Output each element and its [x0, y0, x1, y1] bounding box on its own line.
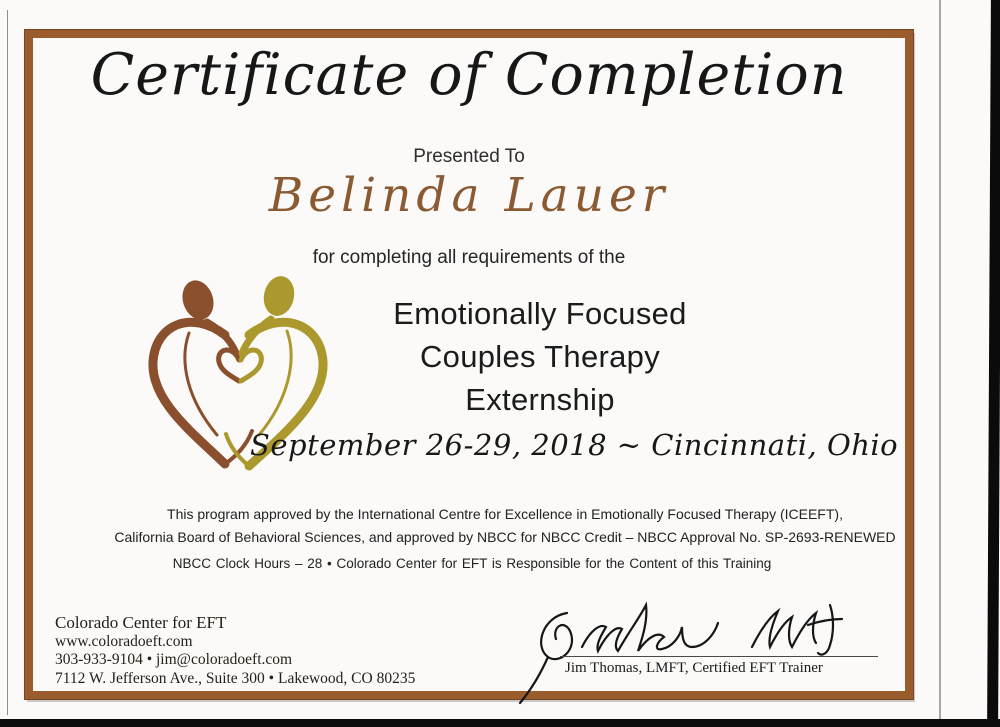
- signature-handwriting: [512, 583, 882, 705]
- date-location-line: September 26-29, 2018 ~ Cincinnati, Ohio: [250, 428, 899, 462]
- issuer-website: www.coloradoeft.com: [55, 632, 193, 650]
- approval-line1: This program approved by the International Centre for Excellence in Emotionally Focused Therapy (ICEEFT),: [167, 506, 843, 522]
- signer-name-title: Jim Thomas, LMFT, Certified EFT Trainer: [565, 660, 823, 676]
- recipient-name: Belinda Lauer: [268, 168, 670, 223]
- issuer-contact-block: [55, 614, 415, 688]
- completing-requirements-text: for completing all requirements of the: [312, 247, 626, 268]
- certificate-title: Certificate of Completion: [90, 42, 848, 108]
- program-title: [300, 292, 780, 421]
- issuer-phone-email: 303-933-9104 • jim@coloradoeft.com: [55, 651, 293, 668]
- right-figure-head: [260, 273, 298, 318]
- issuer-org-name: Colorado Center for EFT: [55, 613, 227, 632]
- signature-line: [560, 656, 878, 657]
- approval-line2: California Board of Behavioral Sciences, and approved by NBCC for NBCC Credit – NBCC Approval No. SP-2693-RENEWED: [114, 529, 896, 545]
- paper-fold-line: [939, 0, 941, 719]
- issuer-address: 7112 W. Jefferson Ave., Suite 300 • Lakewood, CO 80235: [55, 669, 416, 687]
- left-figure-head: [178, 276, 219, 323]
- program-title-line3: Externship: [465, 382, 615, 417]
- program-title-line2: Couples Therapy: [419, 339, 660, 374]
- scan-left-paper-edge: [7, 10, 8, 715]
- scan-background-right: [987, 0, 1000, 727]
- clock-hours-line: NBCC Clock Hours – 28 • Colorado Center for EFT is Responsible for the Content of this Training: [172, 556, 772, 571]
- presented-to-label: Presented To: [413, 146, 525, 167]
- program-title-line1: Emotionally Focused: [393, 296, 687, 331]
- approval-statement: [65, 503, 945, 549]
- scan-background-bottom: [0, 719, 1000, 727]
